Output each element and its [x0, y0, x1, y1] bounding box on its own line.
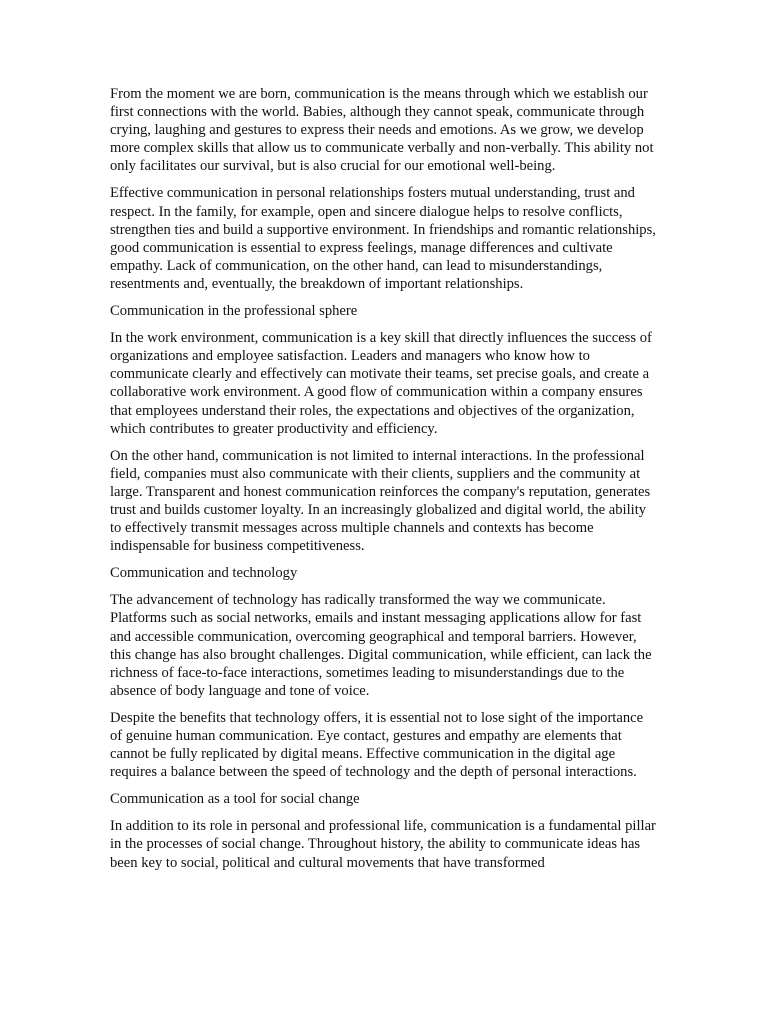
paragraph-external-communication: On the other hand, communication is not limited to internal interactions. In the professional field, companies must also communicate with their clients, suppliers and the community at large. Transparent and honest communication reinforces the company's reputation, generates trust and builds customer loyalty. In an increasingly globalized and digital world, the ability to effectively transmit messages across multiple channels and contexts has become indispensable for business competitiveness. [110, 447, 651, 555]
paragraph-human-communication: Despite the benefits that technology offers, it is essential not to lose sight of the importance of genuine human communication. Eye contact, gestures and empathy are elements that cannot be fully replicated by digital means. Effective communication in the digital age requires a balance between the speed of technology and the depth of personal interactions. [110, 709, 644, 781]
section-heading-social-change: Communication as a tool for social change [110, 791, 360, 808]
paragraph-work-environment: In the work environment, communication is a key skill that directly influences the success of organizations and employee satisfaction. Leaders and managers who know how to communicate clearly and effectively can motivate their teams, set precise goals, and create a collaborative work environment. A good flow of communication within a company ensures that employees understand their roles, the expectations and objectives of the organization, which contributes to greater productivity and efficiency. [110, 330, 652, 437]
paragraph-origins: From the moment we are born, communication is the means through which we establish our first connections with the world. Babies, although they cannot speak, communicate through crying, laughing and gestures to express their needs and emotions. As we grow, we develop more complex skills that allow us to communicate verbally and non-verbally. This ability not only facilitates our survival, but is also crucial for our emotional well-being. [110, 86, 654, 175]
document-page [110, 85, 658, 881]
section-heading-professional: Communication in the professional sphere [110, 303, 358, 320]
paragraph-technology-advancement: The advancement of technology has radically transformed the way we communicate. Platforms such as social networks, emails and instant messaging applications allow for fast and accessible communication, overcoming geographical and temporal barriers. However, this change has also brought challenges. Digital communication, while efficient, can lack the richness of face-to-face interactions, sometimes leading to misunderstandings due to the absence of body language and tone of voice. [110, 592, 652, 699]
section-heading-technology: Communication and technology [110, 565, 298, 582]
paragraph-social-change: In addition to its role in personal and professional life, communication is a fundamental pillar in the processes of social change. Throughout history, the ability to communicate ideas has been key to social, political and cultural movements that have transformed [110, 818, 656, 871]
paragraph-personal-relationships: Effective communication in personal relationships fosters mutual understanding, trust and respect. In the family, for example, open and sincere dialogue helps to resolve conflicts, strengthen ties and build a supportive environment. In friendships and romantic relationships, good communication is essential to express feelings, manage differences and cultivate empathy. Lack of communication, on the other hand, can lead to misunderstandings, resentments and, eventually, the breakdown of important relationships. [110, 185, 656, 292]
